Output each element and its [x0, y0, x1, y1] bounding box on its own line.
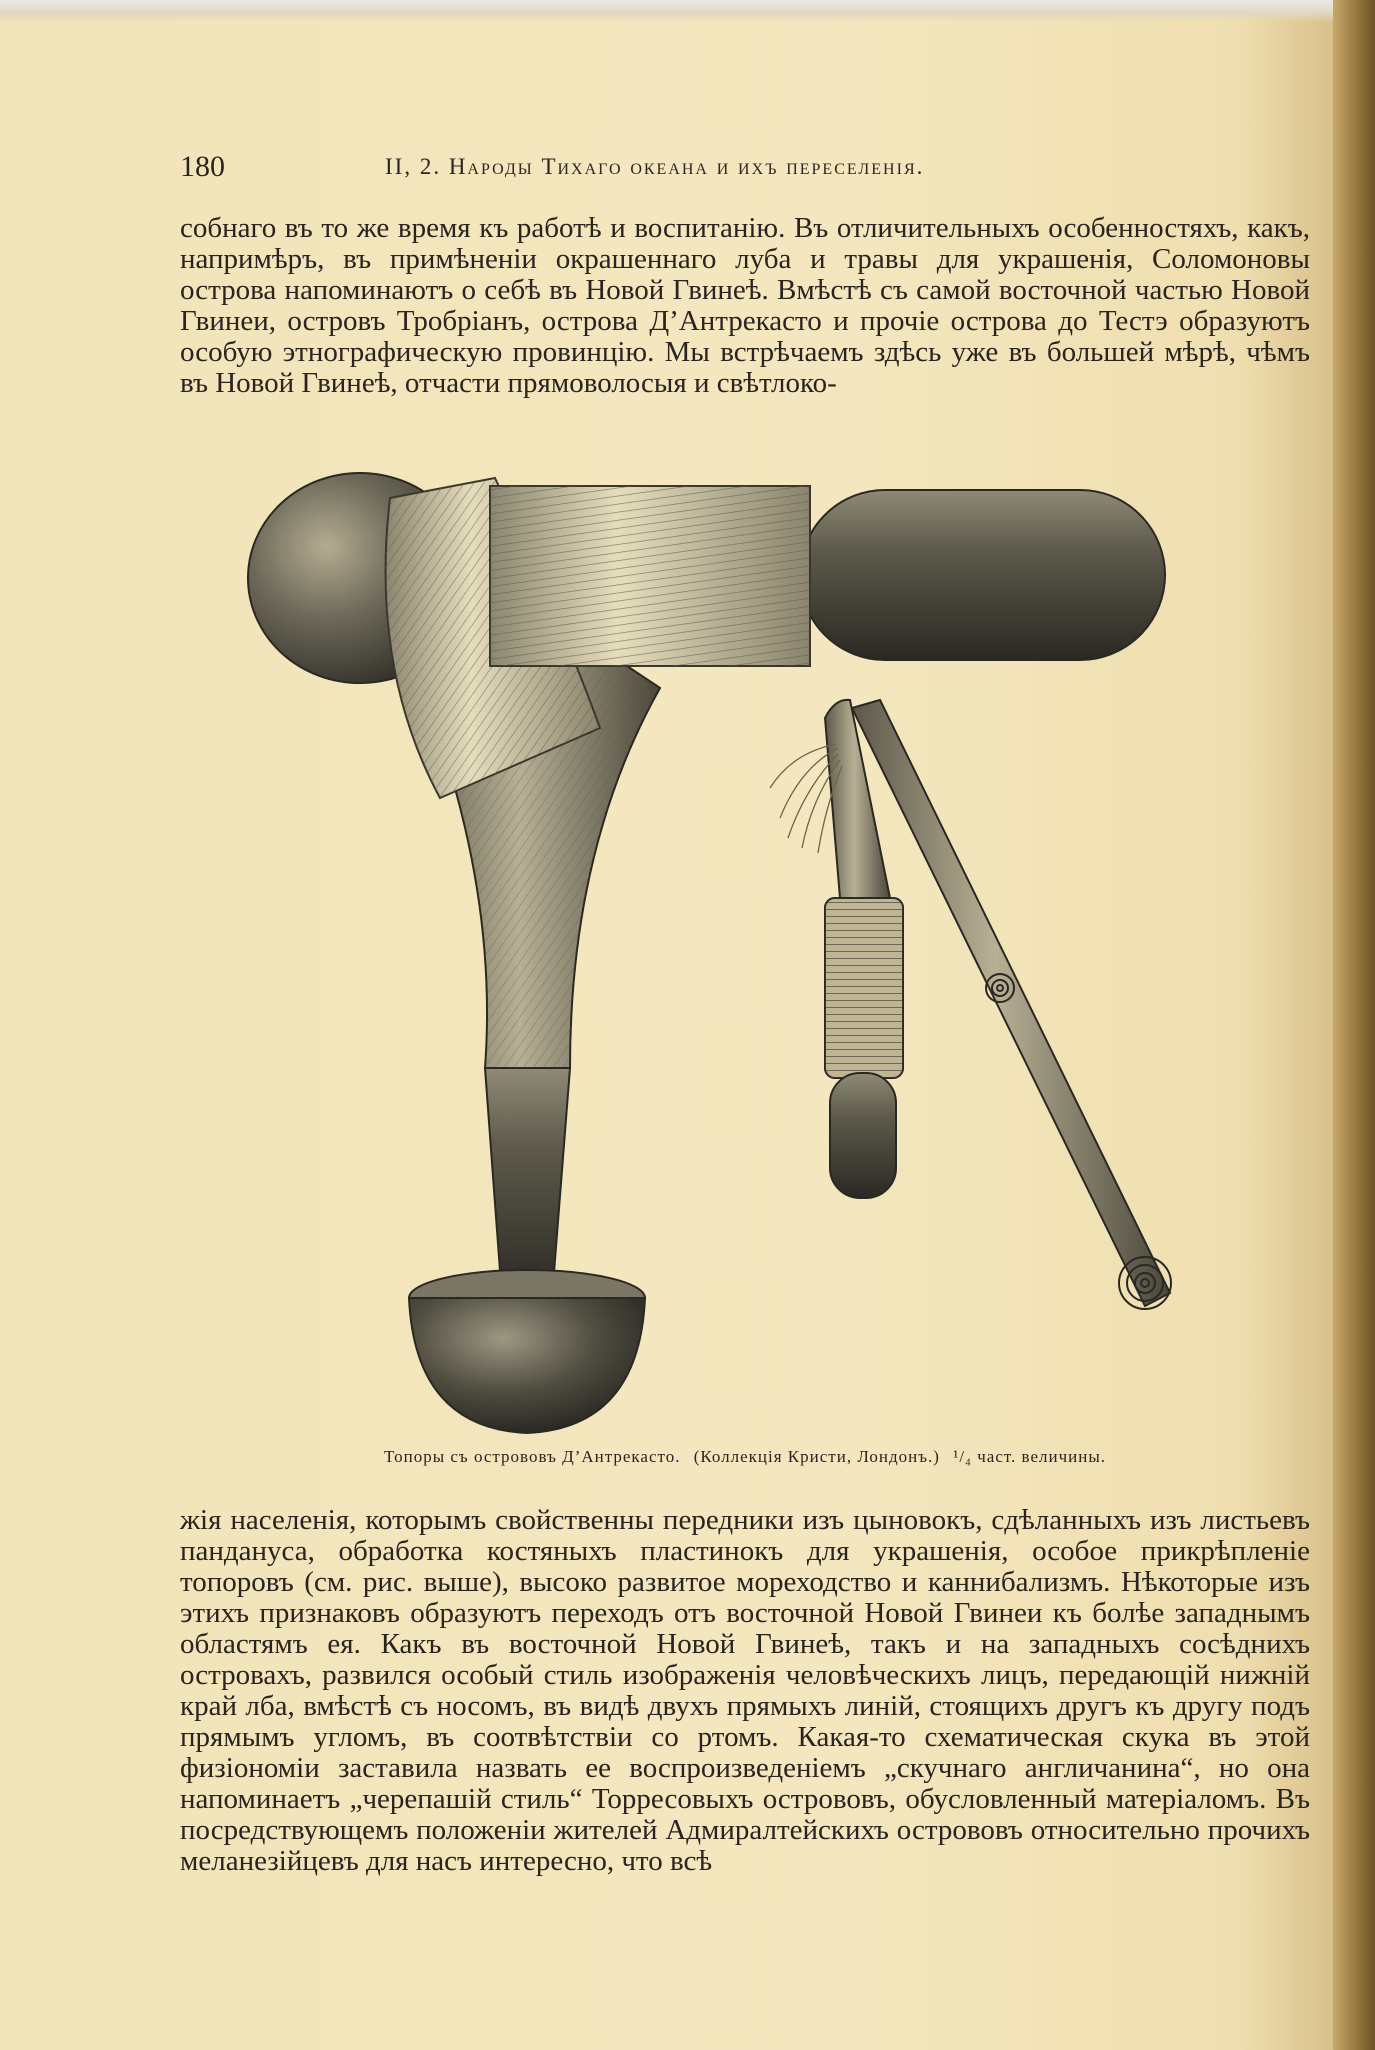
figure-caption	[180, 1447, 1310, 1467]
running-head: II, 2. Народы Тихаго океана и ихъ переселенія.	[385, 154, 925, 179]
page-gutter	[1333, 0, 1375, 2050]
page-number: 180	[180, 150, 225, 183]
paragraph-bottom: жія населенія, которымъ свойственны передники изъ цыновокъ, сдѣланныхъ изъ листьевъ пандануса, обработка костяныхъ пластинокъ для украшенія, особое прикрѣпленіе топоровъ (см. рис. выше), высоко развитое мореходство и каннибализмъ. Нѣкоторые изъ этихъ признаковъ образуютъ переходъ отъ восточной Новой Гвинеи къ болѣе западнымъ областямъ ея. Какъ въ восточной Новой Гвинеѣ, такъ и на западныхъ сосѣднихъ островахъ, развился особый стиль изображенія человѣческихъ лицъ, передающій нижній край лба, вмѣстѣ съ носомъ, въ видѣ двухъ прямыхъ линій, стоящихъ другъ къ другу подъ прямымъ угломъ, въ соотвѣтствіи со ртомъ. Какая-то схематическая скука въ этой физіономіи заставила назвать ее воспроизведеніемъ „скучнаго англичанина“, но она напоминаетъ „черепашій стиль“ Торресовыхъ острововъ, обусловленный матеріаломъ. Въ посредствующемъ положеніи жителей Адмиралтейскихъ острововъ относительно прочихъ меланезійцевъ для насъ интересно, что всѣ	[180, 1504, 1310, 1877]
caption-collection: (Коллекція Кристи, Лондонъ.)	[693, 1447, 940, 1466]
axes-illustration	[240, 468, 1180, 1448]
axes-engraving	[240, 468, 1180, 1448]
page-header	[180, 150, 1310, 190]
paragraph-top: собнаго въ то же время къ работѣ и воспитанію. Въ отличительныхъ особенностяхъ, какъ, напримѣръ, въ примѣненіи окрашеннаго луба и травы для украшенія, Соломоновы острова напоминаютъ о себѣ въ Новой Гвинеѣ. Вмѣстѣ съ самой восточной частью Новой Гвинеи, островъ Тробріанъ, острова Д’Антрекасто и прочіе острова до Тестэ образуютъ особую этнографическую провинцію. Мы встрѣчаемъ здѣсь уже въ большей мѣрѣ, чѣмъ въ Новой Гвинеѣ, отчасти прямоволосыя и свѣтлоко-	[180, 212, 1310, 399]
caption-scale: ¹/₄ част. величины.	[953, 1447, 1106, 1466]
scan-top-edge	[0, 0, 1375, 22]
caption-title: Топоры съ острововъ Д’Антрекасто.	[383, 1447, 681, 1466]
